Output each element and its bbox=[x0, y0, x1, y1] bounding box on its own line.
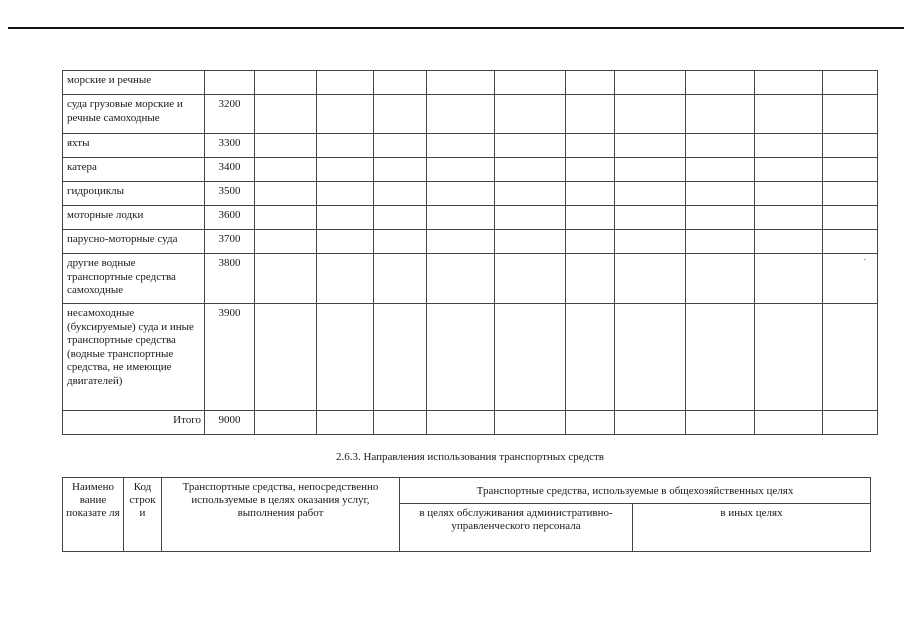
value-cell bbox=[566, 304, 615, 411]
value-cell bbox=[615, 411, 686, 435]
table-row bbox=[63, 230, 878, 254]
value-cell bbox=[495, 411, 566, 435]
value-cell bbox=[374, 230, 427, 254]
value-cell bbox=[566, 134, 615, 158]
value-cell bbox=[495, 182, 566, 206]
value-cell bbox=[566, 411, 615, 435]
stray-mark: ˏ bbox=[863, 250, 867, 261]
value-cell bbox=[374, 71, 427, 95]
value-cell bbox=[317, 254, 374, 304]
value-cell bbox=[686, 95, 755, 134]
value-cell bbox=[374, 411, 427, 435]
value-cell bbox=[317, 206, 374, 230]
header-direct-use: Транспортные средства, непосредственно используемые в целях оказания услуг, выполнения работ bbox=[162, 478, 400, 552]
value-cell bbox=[495, 304, 566, 411]
table-row bbox=[63, 304, 878, 411]
value-cell bbox=[427, 304, 495, 411]
row-name: катера bbox=[63, 158, 205, 182]
value-cell bbox=[255, 158, 317, 182]
value-cell bbox=[255, 254, 317, 304]
value-cell bbox=[317, 95, 374, 134]
value-cell bbox=[317, 230, 374, 254]
value-cell bbox=[823, 158, 878, 182]
value-cell bbox=[686, 206, 755, 230]
value-cell bbox=[566, 182, 615, 206]
row-name: гидроциклы bbox=[63, 182, 205, 206]
table-row bbox=[63, 182, 878, 206]
value-cell bbox=[374, 254, 427, 304]
value-cell bbox=[686, 158, 755, 182]
header-general-use: Транспортные средства, используемые в общехозяйственных целях bbox=[400, 478, 871, 504]
value-cell bbox=[823, 95, 878, 134]
value-cell bbox=[823, 411, 878, 435]
row-code: 3300 bbox=[205, 134, 255, 158]
value-cell bbox=[686, 254, 755, 304]
value-cell bbox=[495, 134, 566, 158]
value-cell bbox=[686, 304, 755, 411]
total-code: 9000 bbox=[205, 411, 255, 435]
value-cell bbox=[317, 182, 374, 206]
value-cell bbox=[255, 134, 317, 158]
value-cell bbox=[615, 230, 686, 254]
top-rule bbox=[8, 27, 904, 29]
value-cell bbox=[755, 230, 823, 254]
value-cell bbox=[255, 304, 317, 411]
value-cell bbox=[566, 158, 615, 182]
row-code: 3700 bbox=[205, 230, 255, 254]
value-cell bbox=[255, 71, 317, 95]
value-cell bbox=[374, 206, 427, 230]
transport-table bbox=[62, 70, 878, 435]
value-cell bbox=[317, 71, 374, 95]
row-name: другие водные транспортные средства самоходные bbox=[63, 254, 205, 304]
value-cell bbox=[566, 95, 615, 134]
header-other-purposes: в иных целях bbox=[633, 504, 871, 552]
row-name: моторные лодки bbox=[63, 206, 205, 230]
value-cell bbox=[317, 411, 374, 435]
header-line-code: Код строк и bbox=[124, 478, 162, 552]
value-cell bbox=[615, 254, 686, 304]
value-cell bbox=[374, 95, 427, 134]
table-row bbox=[63, 206, 878, 230]
value-cell bbox=[686, 134, 755, 158]
value-cell bbox=[374, 304, 427, 411]
row-name: парусно-моторные суда bbox=[63, 230, 205, 254]
row-name: несамоходные (буксируемые) суда и иные транспортные средства (водные транспортные средства, не имеющие двигателей) bbox=[63, 304, 205, 411]
value-cell bbox=[566, 206, 615, 230]
value-cell bbox=[615, 206, 686, 230]
value-cell bbox=[374, 182, 427, 206]
value-cell bbox=[615, 158, 686, 182]
row-name: морские и речные bbox=[63, 71, 205, 95]
table-row bbox=[63, 134, 878, 158]
value-cell bbox=[615, 182, 686, 206]
value-cell bbox=[255, 95, 317, 134]
value-cell bbox=[495, 158, 566, 182]
value-cell bbox=[823, 134, 878, 158]
usage-directions-table bbox=[62, 477, 871, 552]
value-cell bbox=[495, 206, 566, 230]
value-cell bbox=[427, 254, 495, 304]
value-cell bbox=[823, 206, 878, 230]
value-cell bbox=[317, 304, 374, 411]
value-cell bbox=[755, 182, 823, 206]
row-code: 3800 bbox=[205, 254, 255, 304]
table-row bbox=[63, 95, 878, 134]
table-row bbox=[63, 158, 878, 182]
value-cell bbox=[427, 411, 495, 435]
value-cell bbox=[823, 182, 878, 206]
row-code: 3600 bbox=[205, 206, 255, 230]
value-cell bbox=[566, 230, 615, 254]
value-cell bbox=[615, 71, 686, 95]
row-code: 3500 bbox=[205, 182, 255, 206]
value-cell bbox=[686, 230, 755, 254]
row-code bbox=[205, 71, 255, 95]
value-cell bbox=[255, 206, 317, 230]
row-code: 3900 bbox=[205, 304, 255, 411]
value-cell bbox=[317, 134, 374, 158]
value-cell bbox=[566, 71, 615, 95]
value-cell bbox=[255, 411, 317, 435]
section-title: 2.6.3. Направления использования транспортных средств bbox=[335, 451, 605, 463]
value-cell bbox=[427, 206, 495, 230]
value-cell bbox=[755, 304, 823, 411]
value-cell bbox=[823, 304, 878, 411]
value-cell bbox=[755, 71, 823, 95]
value-cell bbox=[427, 134, 495, 158]
table-row bbox=[63, 254, 878, 304]
row-name: яхты bbox=[63, 134, 205, 158]
value-cell bbox=[686, 71, 755, 95]
value-cell bbox=[686, 411, 755, 435]
total-label: Итого bbox=[63, 411, 205, 435]
value-cell bbox=[755, 206, 823, 230]
value-cell bbox=[615, 134, 686, 158]
value-cell bbox=[427, 230, 495, 254]
table-row bbox=[63, 71, 878, 95]
value-cell bbox=[427, 158, 495, 182]
value-cell bbox=[823, 254, 878, 304]
row-code: 3400 bbox=[205, 158, 255, 182]
value-cell bbox=[495, 71, 566, 95]
value-cell bbox=[317, 158, 374, 182]
value-cell bbox=[495, 254, 566, 304]
total-row bbox=[63, 411, 878, 435]
value-cell bbox=[755, 254, 823, 304]
value-cell bbox=[755, 134, 823, 158]
value-cell bbox=[374, 134, 427, 158]
row-code: 3200 bbox=[205, 95, 255, 134]
value-cell bbox=[823, 71, 878, 95]
value-cell bbox=[686, 182, 755, 206]
header-indicator-name: Наимено вание показате ля bbox=[63, 478, 124, 552]
value-cell bbox=[615, 95, 686, 134]
value-cell bbox=[755, 411, 823, 435]
value-cell bbox=[495, 95, 566, 134]
value-cell bbox=[427, 71, 495, 95]
value-cell bbox=[255, 182, 317, 206]
value-cell bbox=[615, 304, 686, 411]
row-name: суда грузовые морские и речные самоходные bbox=[63, 95, 205, 134]
value-cell bbox=[823, 230, 878, 254]
value-cell bbox=[495, 230, 566, 254]
value-cell bbox=[755, 95, 823, 134]
value-cell bbox=[427, 95, 495, 134]
value-cell bbox=[755, 158, 823, 182]
header-admin-staff: в целях обслуживания административно-управленческого персонала bbox=[400, 504, 633, 552]
value-cell bbox=[566, 254, 615, 304]
value-cell bbox=[255, 230, 317, 254]
value-cell bbox=[374, 158, 427, 182]
value-cell bbox=[427, 182, 495, 206]
